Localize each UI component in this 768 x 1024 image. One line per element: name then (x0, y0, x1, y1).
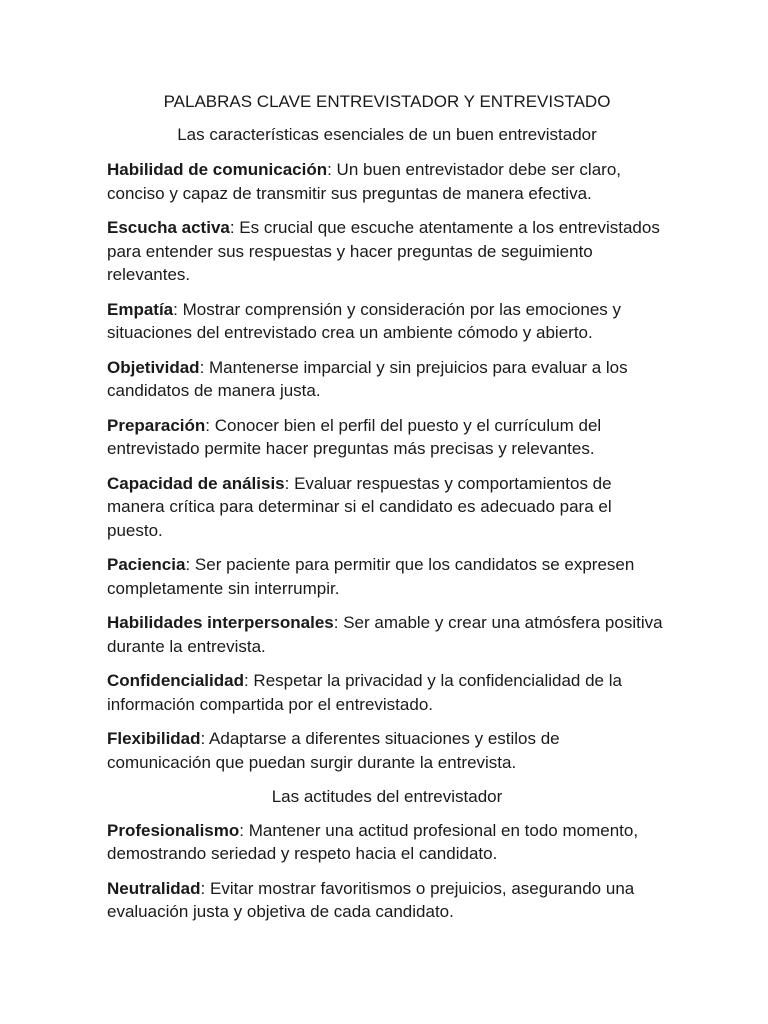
item-text: : Mantener una actitud profesional en todo momento, demostrando seriedad y respeto hacia el candidato. (107, 820, 639, 863)
attitudes-list (107, 819, 667, 924)
item-term: Escucha activa (107, 218, 230, 237)
list-item (107, 669, 667, 716)
item-text: : Respetar la privacidad y la confidencialidad de la información compartida por el entrevistado. (107, 671, 622, 714)
item-text: : Conocer bien el perfil del puesto y el currículum del entrevistado permite hacer preguntas más precisas y relevantes. (107, 415, 602, 458)
item-text: : Mantenerse imparcial y sin prejuicios para evaluar a los candidatos de manera justa. (107, 357, 628, 400)
list-item (107, 298, 667, 345)
list-item (107, 553, 667, 600)
item-text: : Un buen entrevistador debe ser claro, conciso y capaz de transmitir sus preguntas de manera efectiva. (107, 160, 621, 203)
list-item (107, 216, 667, 287)
list-item (107, 158, 667, 205)
document-page (107, 90, 667, 935)
list-item (107, 611, 667, 658)
item-term: Paciencia (107, 555, 186, 574)
list-item (107, 819, 667, 866)
item-term: Confidencialidad (107, 671, 244, 690)
item-term: Habilidad de comunicación (107, 160, 328, 179)
item-text: : Evaluar respuestas y comportamientos de manera crítica para determinar si el candidato es adecuado para el puesto. (107, 473, 612, 540)
item-term: Profesionalismo (107, 820, 240, 840)
list-item (107, 472, 667, 543)
section-heading-attitudes: Las actitudes del entrevistador (271, 787, 503, 806)
item-text: : Evitar mostrar favoritismos o prejuicios, asegurando una evaluación justa y objetiva de cada candidato. (107, 878, 635, 921)
list-item (107, 877, 667, 924)
document-title: PALABRAS CLAVE ENTREVISTADOR Y ENTREVISTADO (163, 92, 611, 111)
item-term: Habilidades interpersonales (107, 613, 334, 632)
item-term: Objetividad (107, 357, 200, 377)
item-term: Neutralidad (107, 878, 201, 898)
item-text: : Adaptarse a diferentes situaciones y estilos de comunicación que puedan surgir durante la entrevista. (107, 729, 560, 772)
item-text: : Ser amable y crear una atmósfera positiva durante la entrevista. (107, 613, 663, 656)
item-term: Empatía (107, 299, 174, 319)
item-term: Flexibilidad (107, 729, 201, 748)
item-text: : Mostrar comprensión y consideración por las emociones y situaciones del entrevistado crea un ambiente cómodo y abierto. (107, 299, 622, 342)
item-term: Preparación (107, 415, 206, 435)
item-term: Capacidad de análisis (107, 473, 285, 493)
list-item (107, 727, 667, 774)
item-text: : Ser paciente para permitir que los candidatos se expresen completamente sin interrumpir. (107, 555, 635, 598)
list-item (107, 414, 667, 461)
item-text: : Es crucial que escuche atentamente a los entrevistados para entender sus respuestas y hacer preguntas de seguimiento relevantes. (107, 218, 660, 284)
list-item (107, 356, 667, 403)
section-heading-characteristics: Las características esenciales de un buen entrevistador (177, 124, 597, 144)
characteristics-list (107, 158, 667, 774)
